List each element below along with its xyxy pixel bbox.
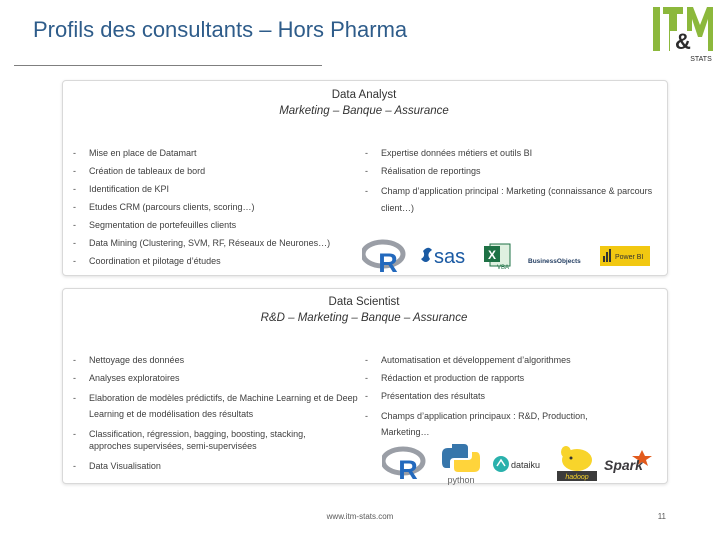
svg-text:BusinessObjects: BusinessObjects: [528, 258, 581, 265]
svg-text:sas: sas: [434, 246, 466, 267]
list-item: - Nettoyage des données: [73, 355, 185, 365]
page-number: 11: [657, 512, 666, 521]
svg-text:hadoop: hadoop: [565, 474, 589, 481]
svg-text:VBA: VBA: [496, 265, 510, 270]
list-item: - Champ d’application principal : Marketing (connaissance & parcours client…): [365, 186, 653, 213]
svg-text:R: R: [378, 248, 398, 273]
list-item: - Expertise données métiers et outils BI: [365, 148, 533, 158]
list-item: - Mise en place de Datamart: [73, 148, 197, 158]
list-item: - Champs d’application principaux : R&D, Production, Marketing…: [365, 411, 588, 437]
list-item: - Segmentation de portefeuilles clients: [73, 220, 237, 230]
data-scientist-header: [62, 294, 666, 326]
list-item: - Présentation des résultats: [365, 391, 486, 401]
list-item: - Réalisation de reportings: [365, 166, 481, 176]
sas-logo: [420, 245, 474, 267]
list-item: - Data Visualisation: [73, 461, 161, 471]
svg-text:python: python: [447, 475, 475, 485]
page-title: Profils des consultants – Hors Pharma: [33, 17, 408, 42]
list-item: - Automatisation et développement d’algorithmes: [365, 355, 571, 365]
data-analyst-right-list: [365, 147, 655, 217]
r-logo: [382, 446, 428, 480]
list-item: - Data Mining (Clustering, SVM, RF, Réseaux de Neurones…): [73, 238, 331, 248]
list-item: - Création de tableaux de bord: [73, 166, 206, 176]
svg-text:Spark: Spark: [604, 457, 643, 473]
svg-text:dataiku: dataiku: [511, 460, 541, 470]
list-item: - Classification, régression, bagging, boosting, stacking, approches supervisées, semi-supervisées: [73, 429, 306, 451]
business-objects-logo: [526, 253, 592, 265]
hadoop-logo: [556, 443, 598, 483]
svg-text:X: X: [487, 248, 497, 262]
spark-logo: [604, 448, 654, 474]
python-logo: [438, 440, 484, 486]
svg-text:&: &: [675, 29, 691, 54]
footer-url: www.itm-stats.com: [326, 512, 394, 521]
data-scientist-subtitle: R&D – Marketing – Banque – Assurance: [260, 312, 468, 324]
list-item: - Identification de KPI: [73, 184, 170, 194]
list-item: - Elaboration de modèles prédictifs, de Machine Learning et de Deep Learning et de modélisation des résultats: [73, 393, 358, 419]
data-scientist-right-list: [365, 354, 655, 440]
list-item: - Etudes CRM (parcours clients, scoring…): [73, 202, 255, 212]
data-analyst-title: Data Analyst: [331, 89, 397, 101]
excel-vba-logo: [484, 242, 512, 270]
list-item: - Coordination et pilotage d’études: [73, 256, 221, 266]
title-divider: [14, 65, 322, 66]
list-item: - Analyses exploratoires: [73, 373, 180, 383]
itm-stats-logo: [653, 7, 713, 63]
data-analyst-subtitle: Marketing – Banque – Assurance: [279, 105, 449, 117]
logo-stats-text: STATS: [690, 56, 712, 63]
svg-text:R: R: [398, 455, 418, 480]
data-scientist-title: Data Scientist: [328, 296, 400, 308]
svg-text:Power BI: Power BI: [615, 254, 644, 261]
data-scientist-left-list: [73, 354, 373, 472]
r-logo: [362, 239, 408, 273]
data-analyst-left-list: [73, 147, 363, 267]
list-item: - Rédaction et production de rapports: [365, 373, 525, 383]
data-analyst-header: [62, 87, 666, 119]
dataiku-logo: [492, 454, 548, 474]
power-bi-logo: [600, 246, 650, 266]
